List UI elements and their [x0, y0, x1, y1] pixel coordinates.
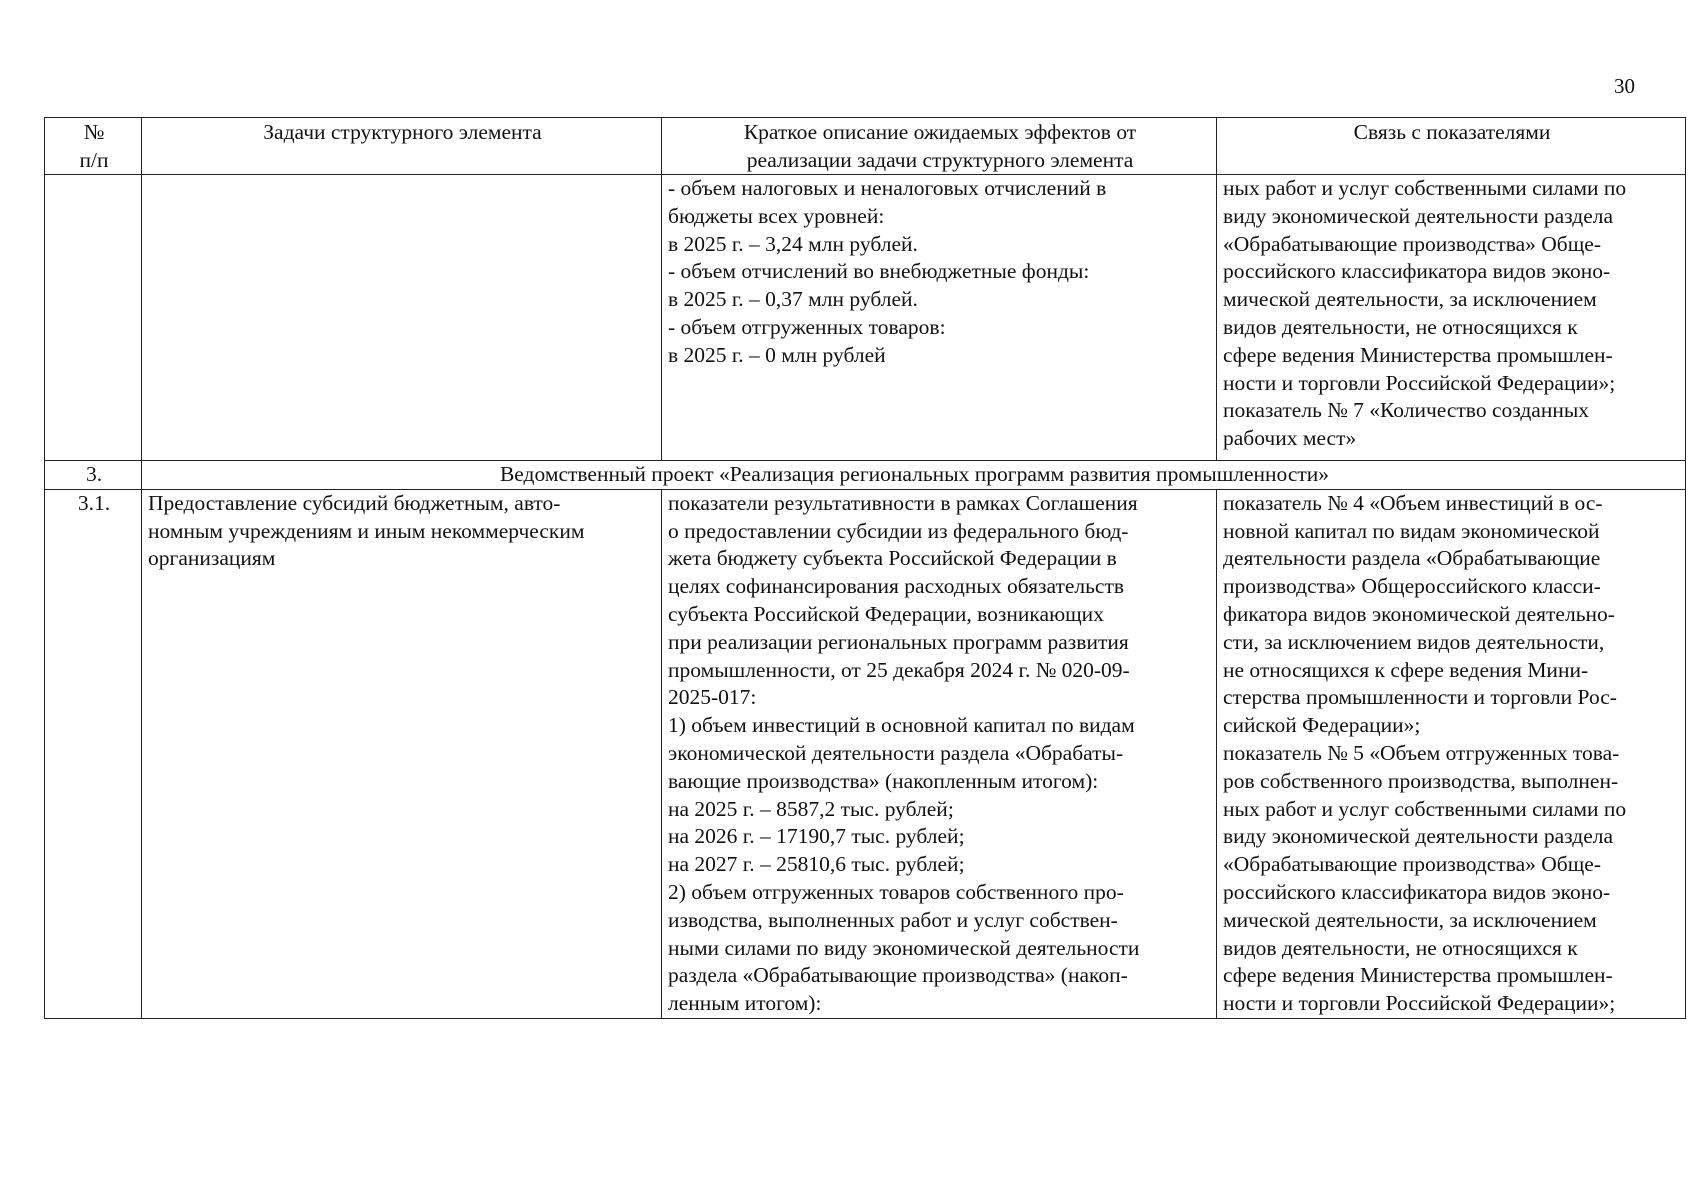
header-effect-line: Краткое описание ожидаемых эффектов от [743, 120, 1137, 144]
text-line: 1) объем инвестиций в основной капитал по видам [668, 713, 1135, 738]
text-line: субъекта Российской Федерации, возникающих [668, 601, 1104, 626]
text-line: ленным итогом): [668, 991, 822, 1016]
header-link: Связь с показателями [1217, 118, 1686, 175]
text-line: показатель № 4 «Объем инвестиций в ос- [1223, 490, 1603, 515]
text-line: российского классификатора видов эконо- [1223, 879, 1611, 904]
text-line: мической деятельности, за исключением [1223, 907, 1597, 932]
header-number-line: № [83, 120, 105, 144]
text-line: новной капитал по видам экономической [1223, 518, 1600, 543]
header-effect [662, 118, 1217, 175]
task-text [148, 490, 657, 573]
text-line: на 2025 г. – 8587,2 тыс. рублей; [668, 796, 954, 821]
text-line: российского классификатора видов эконо- [1223, 259, 1611, 284]
text-line: видов деятельности, не относящихся к [1223, 314, 1578, 339]
task-cell [142, 489, 662, 1018]
header-effect-line: реализации задачи структурного элемента [746, 148, 1134, 172]
text-line: стерства промышленности и торговли Рос- [1223, 685, 1617, 710]
text-line: видов деятельности, не относящихся к [1223, 935, 1578, 960]
task-cell [142, 175, 662, 461]
text-line: экономической деятельности раздела «Обрабаты- [668, 740, 1124, 765]
text-line: ных работ и услуг собственными силами по [1223, 176, 1627, 200]
text-line: жета бюджету субъекта Российской Федерации в [668, 546, 1117, 571]
text-line: Предоставление субсидий бюджетным, авто- [148, 490, 561, 515]
text-line: показатели результативности в рамках Соглашения [668, 490, 1138, 515]
text-line: 2025-017: [668, 685, 757, 710]
text-line: сфере ведения Министерства промышлен- [1223, 342, 1613, 367]
text-line: - объем отчислений во внебюджетные фонды: [668, 259, 1090, 284]
text-line: вающие производства» (накопленным итогом): [668, 768, 1099, 793]
text-line: мической деятельности, за исключением [1223, 287, 1597, 312]
text-line: бюджеты всех уровней: [668, 203, 885, 228]
text-line: изводства, выполненных работ и услуг собствен- [668, 907, 1118, 932]
structural-elements-table [44, 117, 1686, 1019]
text-line: сфере ведения Министерства промышлен- [1223, 963, 1613, 988]
text-line: деятельности раздела «Обрабатывающие [1223, 546, 1601, 571]
text-line: в 2025 г. – 0 млн рублей [668, 342, 886, 367]
text-line: виду экономической деятельности раздела [1223, 824, 1614, 849]
text-line: показатель № 7 «Количество созданных [1223, 398, 1590, 423]
text-line: целях софинансирования расходных обязательств [668, 574, 1125, 599]
effect-text [668, 175, 1212, 370]
text-line: ности и торговли Российской Федерации»; [1223, 991, 1616, 1016]
table-header-row [45, 118, 1686, 175]
link-text [1223, 490, 1681, 1018]
text-line: не относящихся к сфере ведения Мини- [1223, 657, 1589, 682]
text-line: 2) объем отгруженных товаров собственного про- [668, 879, 1124, 904]
link-text [1223, 175, 1681, 453]
text-line: сти, за исключением видов деятельности, [1223, 629, 1605, 654]
table-row-3-1 [45, 489, 1686, 1018]
text-line: сийской Федерации»; [1223, 713, 1421, 738]
text-line: «Обрабатывающие производства» Обще- [1223, 231, 1602, 256]
text-line: организациям [148, 546, 276, 571]
text-line: ными силами по виду экономической деятельности [668, 935, 1140, 960]
text-line: номным учреждениям и иным некоммерческим [148, 518, 585, 543]
text-line: в 2025 г. – 0,37 млн рублей. [668, 287, 918, 312]
link-cell [1217, 489, 1686, 1018]
header-number [45, 118, 142, 175]
text-line: рабочих мест» [1223, 426, 1357, 451]
text-line: ных работ и услуг собственными силами по [1223, 796, 1627, 821]
text-line: промышленности, от 25 декабря 2024 г. № 020-09- [668, 657, 1130, 682]
header-task: Задачи структурного элемента [142, 118, 662, 175]
row-number-cell [45, 175, 142, 461]
text-line: - объем отгруженных товаров: [668, 314, 946, 339]
effect-text [668, 490, 1212, 1018]
text-line: виду экономической деятельности раздела [1223, 203, 1614, 228]
text-line: в 2025 г. – 3,24 млн рублей. [668, 231, 918, 256]
effect-cell [662, 175, 1217, 461]
table-row-continued [45, 175, 1686, 461]
effect-cell [662, 489, 1217, 1018]
table-row-section [45, 461, 1686, 490]
text-line: фикатора видов экономической деятельно- [1223, 601, 1615, 626]
text-line: показатель № 5 «Объем отгруженных това- [1223, 740, 1620, 765]
text-line: «Обрабатывающие производства» Обще- [1223, 852, 1602, 877]
text-line: ров собственного производства, выполнен- [1223, 768, 1619, 793]
header-number-line: п/п [79, 148, 109, 172]
text-line: ности и торговли Российской Федерации»; [1223, 370, 1616, 395]
text-line: производства» Общероссийского класси- [1223, 574, 1601, 599]
text-line: при реализации региональных программ развития [668, 629, 1129, 654]
link-cell [1217, 175, 1686, 461]
text-line: на 2027 г. – 25810,6 тыс. рублей; [668, 852, 965, 877]
section-number: 3. [45, 461, 142, 490]
section-title: Ведомственный проект «Реализация региональных программ развития промышленности» [142, 461, 1686, 490]
row-number-cell: 3.1. [45, 489, 142, 1018]
page-number: 30 [1614, 74, 1635, 98]
text-line: на 2026 г. – 17190,7 тыс. рублей; [668, 824, 965, 849]
text-line: о предоставлении субсидии из федерального бюд- [668, 518, 1129, 543]
text-line: - объем налоговых и неналоговых отчислений в [668, 176, 1107, 200]
text-line: раздела «Обрабатывающие производства» (накоп- [668, 963, 1128, 988]
